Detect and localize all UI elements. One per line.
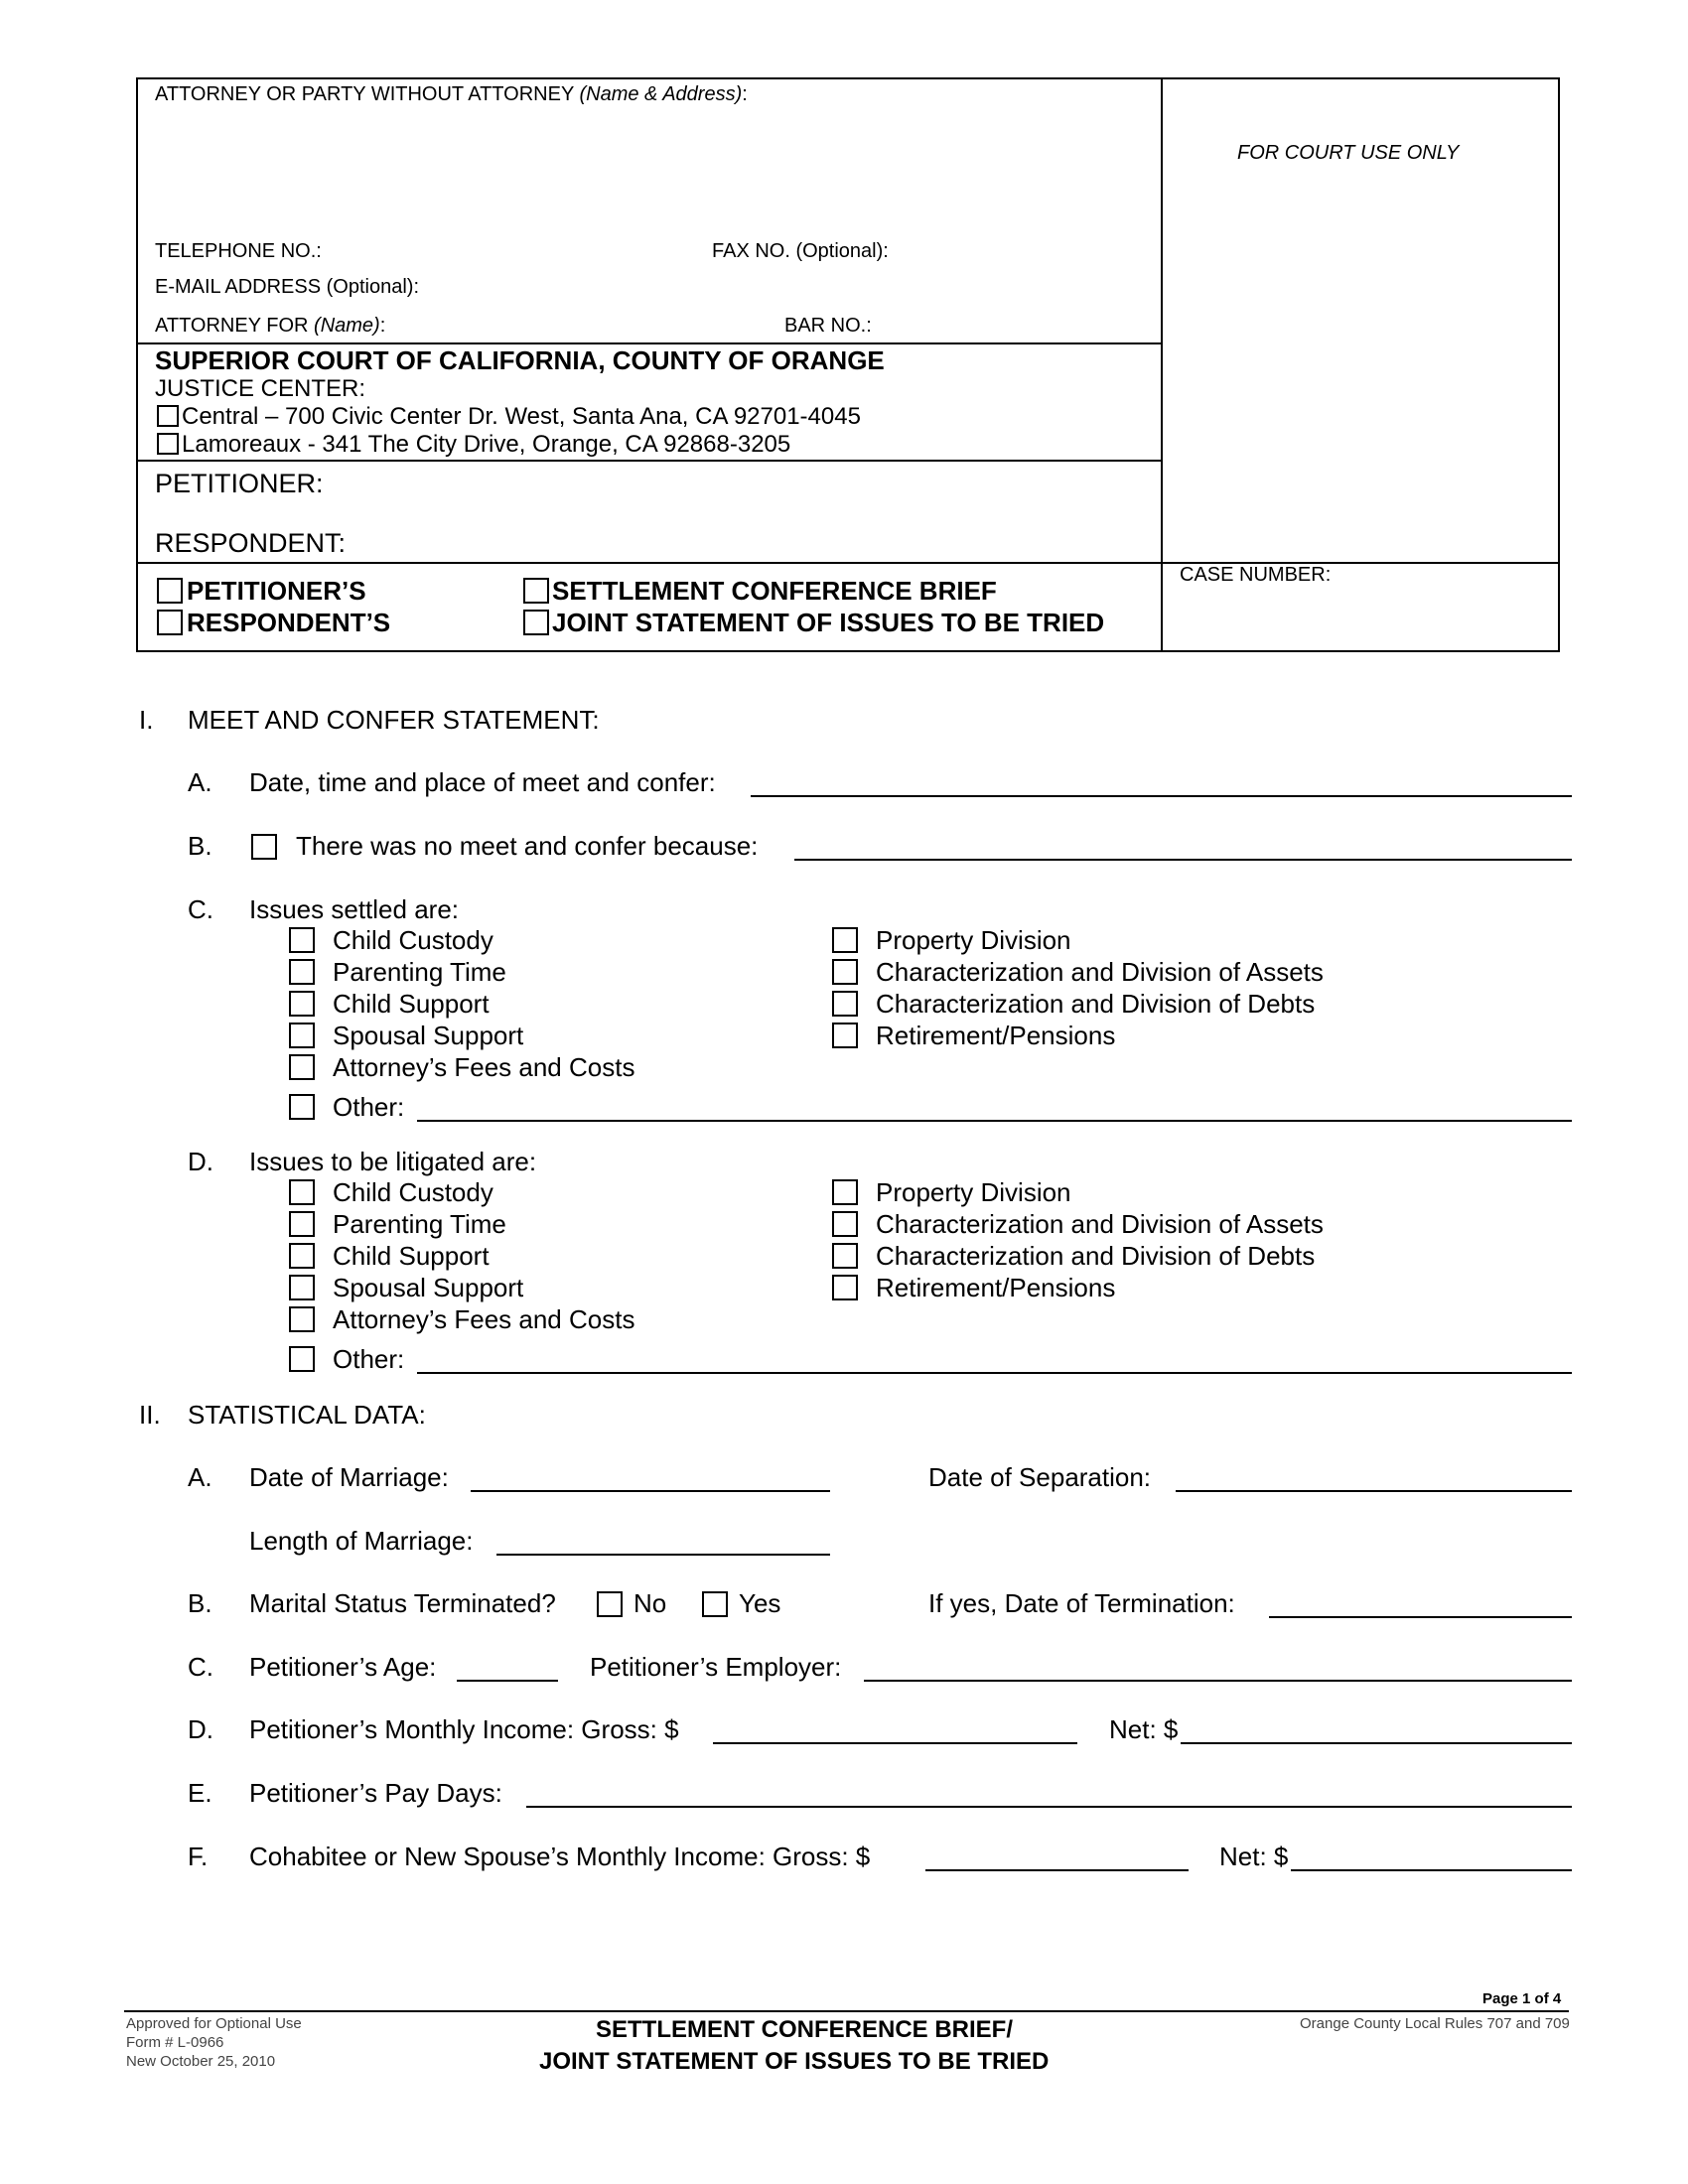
- court-use-label: FOR COURT USE ONLY: [1237, 142, 1460, 164]
- settled-issue-label: Characterization and Division of Debts: [876, 989, 1316, 1019]
- settlement-brief-label: SETTLEMENT CONFERENCE BRIEF: [552, 576, 997, 606]
- issues-settled-label: Issues settled are:: [249, 894, 459, 924]
- footer-title-line1: SETTLEMENT CONFERENCE BRIEF/: [596, 2016, 1014, 2043]
- s2-d-label: D.: [188, 1714, 213, 1744]
- attorney-for-label: ATTORNEY FOR (Name):: [155, 315, 386, 337]
- settled-other-checkbox[interactable]: [289, 1094, 315, 1120]
- settled-issue-label: Property Division: [876, 925, 1071, 955]
- settled-property-division-checkbox[interactable]: [832, 927, 858, 953]
- central-checkbox[interactable]: [157, 405, 179, 427]
- litigated-issue-label: Characterization and Division of Debts: [876, 1241, 1316, 1271]
- settled-parenting-time-checkbox[interactable]: [289, 959, 315, 985]
- litigated-issue-label: Characterization and Division of Assets: [876, 1209, 1324, 1239]
- litigated-child-support-checkbox[interactable]: [289, 1243, 315, 1269]
- litigated-issue-label: Spousal Support: [333, 1273, 524, 1302]
- s2-c-label: C.: [188, 1652, 213, 1682]
- joint-statement-label: JOINT STATEMENT OF ISSUES TO BE TRIED: [552, 608, 1105, 637]
- marital-yes-checkbox[interactable]: [702, 1591, 728, 1617]
- s2-a-label: A.: [188, 1462, 212, 1492]
- litigated-issue-label: Child Support: [333, 1241, 490, 1271]
- caption-vertical-divider: [1161, 77, 1163, 652]
- settled-debts-checkbox[interactable]: [832, 991, 858, 1017]
- settled-assets-checkbox[interactable]: [832, 959, 858, 985]
- lamoreaux-checkbox[interactable]: [157, 433, 179, 455]
- litigated-other-label: Other:: [333, 1344, 405, 1374]
- date-separation-label: Date of Separation:: [928, 1462, 1152, 1492]
- settled-other-field[interactable]: [417, 1120, 1572, 1122]
- settled-issue-label: Child Support: [333, 989, 490, 1019]
- litigated-issue-label: Child Custody: [333, 1177, 493, 1207]
- court-name: SUPERIOR COURT OF CALIFORNIA, COUNTY OF ORANGE: [155, 345, 885, 375]
- date-marriage-field[interactable]: [471, 1490, 830, 1492]
- litigated-other-checkbox[interactable]: [289, 1346, 315, 1372]
- pet-employer-label: Petitioner’s Employer:: [590, 1652, 842, 1682]
- form-date: New October 25, 2010: [126, 2053, 276, 2070]
- respondent-label: RESPONDENT:: [155, 528, 347, 558]
- litigated-attorney-fees-checkbox[interactable]: [289, 1306, 315, 1332]
- settled-child-support-checkbox[interactable]: [289, 991, 315, 1017]
- settled-issue-label: Retirement/Pensions: [876, 1021, 1116, 1050]
- s1-d-label: D.: [188, 1147, 213, 1176]
- joint-statement-checkbox[interactable]: [523, 610, 549, 635]
- divider-doc-type: [136, 562, 1560, 564]
- local-rules-label: Orange County Local Rules 707 and 709: [1300, 2015, 1570, 2032]
- pet-age-label: Petitioner’s Age:: [249, 1652, 437, 1682]
- section1-num: I.: [139, 705, 154, 735]
- length-marriage-field[interactable]: [496, 1554, 830, 1556]
- s1-b-label: B.: [188, 831, 212, 861]
- section2-num: II.: [139, 1400, 161, 1430]
- cohab-net-field[interactable]: [1291, 1869, 1572, 1871]
- email-label: E-MAIL ADDRESS (Optional):: [155, 276, 420, 298]
- meet-confer-date-field[interactable]: [751, 795, 1572, 797]
- litigated-debts-checkbox[interactable]: [832, 1243, 858, 1269]
- settled-other-label: Other:: [333, 1092, 405, 1122]
- pet-gross-field[interactable]: [713, 1742, 1077, 1744]
- settled-child-custody-checkbox[interactable]: [289, 927, 315, 953]
- settled-issue-label: Spousal Support: [333, 1021, 524, 1050]
- justice-center-label: JUSTICE CENTER:: [155, 375, 366, 402]
- litigated-retirement-checkbox[interactable]: [832, 1275, 858, 1300]
- approved-label: Approved for Optional Use: [126, 2015, 302, 2032]
- pet-income-label: Petitioner’s Monthly Income: Gross: $: [249, 1714, 679, 1744]
- litigated-parenting-time-checkbox[interactable]: [289, 1211, 315, 1237]
- respondents-label: RESPONDENT’S: [187, 608, 391, 637]
- date-separation-field[interactable]: [1176, 1490, 1572, 1492]
- pay-days-label: Petitioner’s Pay Days:: [249, 1778, 502, 1808]
- date-termination-label: If yes, Date of Termination:: [928, 1588, 1235, 1618]
- settled-issue-label: Attorney’s Fees and Costs: [333, 1052, 635, 1082]
- settled-issue-label: Parenting Time: [333, 957, 506, 987]
- cohab-net-label: Net: $: [1219, 1842, 1289, 1871]
- date-termination-field[interactable]: [1269, 1616, 1572, 1618]
- litigated-assets-checkbox[interactable]: [832, 1211, 858, 1237]
- footer-rule: [124, 2010, 1569, 2012]
- no-meet-confer-field[interactable]: [794, 859, 1572, 861]
- settlement-brief-checkbox[interactable]: [523, 578, 549, 604]
- settled-issue-label: Characterization and Division of Assets: [876, 957, 1324, 987]
- litigated-other-field[interactable]: [417, 1372, 1572, 1374]
- section2-title: STATISTICAL DATA:: [188, 1400, 426, 1430]
- s1-c-label: C.: [188, 894, 213, 924]
- s2-f-label: F.: [188, 1842, 209, 1871]
- marital-yes-label: Yes: [739, 1588, 781, 1618]
- meet-confer-date-label: Date, time and place of meet and confer:: [249, 767, 716, 797]
- petitioner-label: PETITIONER:: [155, 469, 324, 498]
- section1-title: MEET AND CONFER STATEMENT:: [188, 705, 600, 735]
- marital-no-label: No: [633, 1588, 667, 1618]
- divider-parties: [136, 460, 1163, 462]
- date-marriage-label: Date of Marriage:: [249, 1462, 449, 1492]
- litigated-issue-label: Retirement/Pensions: [876, 1273, 1116, 1302]
- s2-b-label: B.: [188, 1588, 212, 1618]
- settled-spousal-support-checkbox[interactable]: [289, 1023, 315, 1048]
- no-meet-confer-label: There was no meet and confer because:: [296, 831, 759, 861]
- cohab-gross-field[interactable]: [925, 1869, 1189, 1871]
- s1-a-label: A.: [188, 767, 212, 797]
- marital-no-checkbox[interactable]: [597, 1591, 623, 1617]
- fax-label: FAX NO. (Optional):: [712, 240, 889, 262]
- petitioners-checkbox[interactable]: [157, 578, 183, 604]
- pay-days-field[interactable]: [526, 1806, 1572, 1808]
- pet-age-field[interactable]: [457, 1680, 558, 1682]
- settled-issue-label: Child Custody: [333, 925, 493, 955]
- issues-litigated-label: Issues to be litigated are:: [249, 1147, 537, 1176]
- footer-title-line2: JOINT STATEMENT OF ISSUES TO BE TRIED: [539, 2048, 1050, 2075]
- settled-attorney-fees-checkbox[interactable]: [289, 1054, 315, 1080]
- bar-no-label: BAR NO.:: [784, 315, 872, 337]
- litigated-child-custody-checkbox[interactable]: [289, 1179, 315, 1205]
- divider-court: [136, 342, 1163, 344]
- pet-net-field[interactable]: [1181, 1742, 1572, 1744]
- lamoreaux-label: Lamoreaux - 341 The City Drive, Orange, CA 92868-3205: [182, 431, 791, 458]
- litigated-issue-label: Parenting Time: [333, 1209, 506, 1239]
- page-number: Page 1 of 4: [1482, 1990, 1562, 2007]
- respondents-checkbox[interactable]: [157, 610, 183, 635]
- form-number: Form # L-0966: [126, 2034, 224, 2051]
- no-meet-confer-checkbox[interactable]: [251, 834, 277, 860]
- litigated-property-division-checkbox[interactable]: [832, 1179, 858, 1205]
- pet-employer-field[interactable]: [864, 1680, 1572, 1682]
- litigated-issue-label: Property Division: [876, 1177, 1071, 1207]
- litigated-spousal-support-checkbox[interactable]: [289, 1275, 315, 1300]
- cohab-income-label: Cohabitee or New Spouse’s Monthly Income: Gross: $: [249, 1842, 871, 1871]
- pet-net-label: Net: $: [1109, 1714, 1179, 1744]
- petitioners-label: PETITIONER’S: [187, 576, 366, 606]
- settled-retirement-checkbox[interactable]: [832, 1023, 858, 1048]
- attorney-label: ATTORNEY OR PARTY WITHOUT ATTORNEY (Name & Address):: [155, 83, 748, 105]
- central-label: Central – 700 Civic Center Dr. West, Santa Ana, CA 92701-4045: [182, 403, 861, 430]
- telephone-label: TELEPHONE NO.:: [155, 240, 322, 262]
- litigated-issue-label: Attorney’s Fees and Costs: [333, 1304, 635, 1334]
- s2-e-label: E.: [188, 1778, 212, 1808]
- length-marriage-label: Length of Marriage:: [249, 1526, 474, 1556]
- case-number-label: CASE NUMBER:: [1180, 564, 1332, 586]
- marital-status-label: Marital Status Terminated?: [249, 1588, 556, 1618]
